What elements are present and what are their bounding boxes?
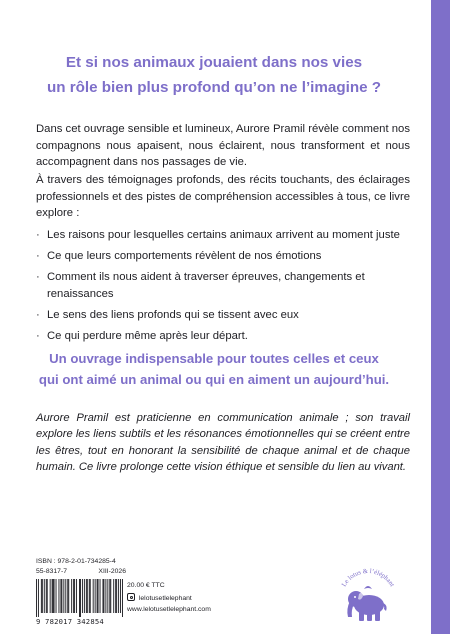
barcode-bar (107, 579, 108, 613)
barcode-bar (95, 579, 96, 613)
barcode-bar (80, 579, 81, 617)
barcode-bar (84, 579, 85, 613)
list-item (36, 227, 410, 244)
isbn: ISBN : 978-2-01-734285-4 (36, 558, 116, 565)
list-item-text: Le sens des liens profonds qui se tissent avec eux (47, 308, 299, 321)
list-item-text: Ce que leurs comportements révèlent de nos émotions (47, 250, 322, 262)
tagline-line-1: Un ouvrage indispensable pour toutes celles et ceux (49, 351, 379, 366)
barcode-bar (52, 579, 53, 613)
headline-line-1: Et si nos animaux jouaient dans nos vies (65, 54, 363, 71)
headline-line-2: un rôle bien plus profond qu’on ne l’imagine ? (46, 79, 382, 96)
barcode-bar (67, 579, 68, 613)
list-item (36, 248, 410, 265)
list-item-text: Les raisons pour lesquelles certains animaux arrivent au moment juste (47, 229, 400, 241)
barcode-bar (82, 579, 83, 613)
topics-list (36, 227, 410, 349)
svg-text:Le lotus & l’éléphant: Le lotus & l’éléphant (340, 567, 396, 589)
barcode-bar (87, 579, 88, 613)
code-left: 55-8317-7 (36, 568, 67, 575)
barcode-bar (68, 579, 69, 613)
barcode-bar (93, 579, 94, 613)
barcode-bar (44, 579, 45, 613)
barcode-bar (65, 579, 66, 613)
code-right: XIII-2026 (98, 568, 126, 575)
tagline-line-2: qui ont aimé un animal ou qui en aiment un aujourd’hui. (38, 372, 390, 387)
author-bio-text: est praticienne en communication animale ; son travail explore les liens subtils et les résonances émotionnelles qui se créent entre les êtres, tout en honorant la sensibilité de chaque animal et de chaque humain. Ce livre prolonge cette vision éthique et sensible du lien au vivant. (36, 412, 411, 474)
author-bio (36, 410, 410, 476)
bullet-marker: · (36, 271, 40, 283)
barcode-bar (118, 579, 119, 613)
barcode-bar (56, 579, 57, 613)
elephant-logo (334, 561, 402, 627)
barcode-bar (61, 579, 62, 613)
barcode-bar (115, 579, 116, 613)
barcode-bar (105, 579, 106, 613)
list-item-text: Comment ils nous aident à traverser épreuves, changements et renaissances (47, 271, 365, 300)
barcode-bar (50, 579, 51, 613)
bullet-marker: · (36, 308, 40, 321)
barcode-bar (110, 579, 111, 613)
barcode-bar (53, 579, 54, 613)
bullet-marker: · (36, 250, 40, 262)
intro-paragraph: Dans cet ouvrage sensible et lumineux, Aurore Pramil révèle comment nos compagnons nous apaisent, nous éclairent, nous transforment et nous accompagnent dans nos passages de vie. (36, 123, 410, 168)
barcode-bar (58, 579, 59, 613)
bullet-marker: · (36, 229, 40, 241)
barcode-bar (120, 579, 121, 613)
list-item-text: Ce qui perdure même après leur départ. (47, 329, 248, 342)
barcode-bar (79, 579, 80, 617)
barcode-bar (98, 579, 99, 613)
instagram-icon (127, 593, 135, 601)
barcode-bar (100, 579, 101, 613)
instagram-handle: lelotusetlelephant (138, 595, 192, 602)
barcode-bar (63, 579, 64, 613)
list-item (36, 269, 410, 302)
bullet-marker: · (36, 329, 40, 342)
barcode-block (36, 557, 124, 627)
website-link[interactable]: www.lelotusetlelephant.com (127, 606, 211, 613)
barcode-number: 9 782017 342854 (36, 617, 104, 626)
barcode-bar (122, 579, 123, 617)
side-color-band (431, 0, 450, 634)
list-item (36, 328, 410, 345)
barcode-bar (38, 579, 39, 617)
barcode-bar (71, 579, 72, 613)
barcode-bar (86, 579, 87, 613)
barcode-bar (46, 579, 47, 613)
barcode-bar (47, 579, 48, 613)
lead-paragraph: À travers des témoignages profonds, des récits touchants, des éclairages professionnels et des pistes de compréhension accessibles à tous, ce livre explore : (36, 174, 410, 219)
barcode-bar (73, 579, 74, 613)
barcode-bar (76, 579, 77, 613)
back-cover-headline (22, 50, 406, 100)
barcode-bar (90, 579, 91, 613)
barcode-bar (36, 579, 37, 617)
barcode-bar (102, 579, 103, 613)
barcode-bar (97, 579, 98, 613)
barcode-bar (113, 579, 114, 613)
barcode-bar (116, 579, 117, 613)
barcode (36, 579, 124, 617)
list-item (36, 307, 410, 324)
barcode-bar (74, 579, 75, 613)
barcode-bar (109, 579, 110, 613)
tagline (22, 348, 406, 390)
barcode-bar (42, 579, 43, 613)
product-codes (36, 567, 124, 576)
barcode-bar (41, 579, 42, 613)
instagram-row (127, 593, 192, 603)
barcode-bar (89, 579, 90, 613)
price: 20.00 € TTC (127, 582, 165, 589)
author-name: Aurore Pramil (36, 412, 109, 424)
barcode-bar (60, 579, 61, 613)
barcode-bar (103, 579, 104, 613)
barcode-bar (54, 579, 55, 613)
